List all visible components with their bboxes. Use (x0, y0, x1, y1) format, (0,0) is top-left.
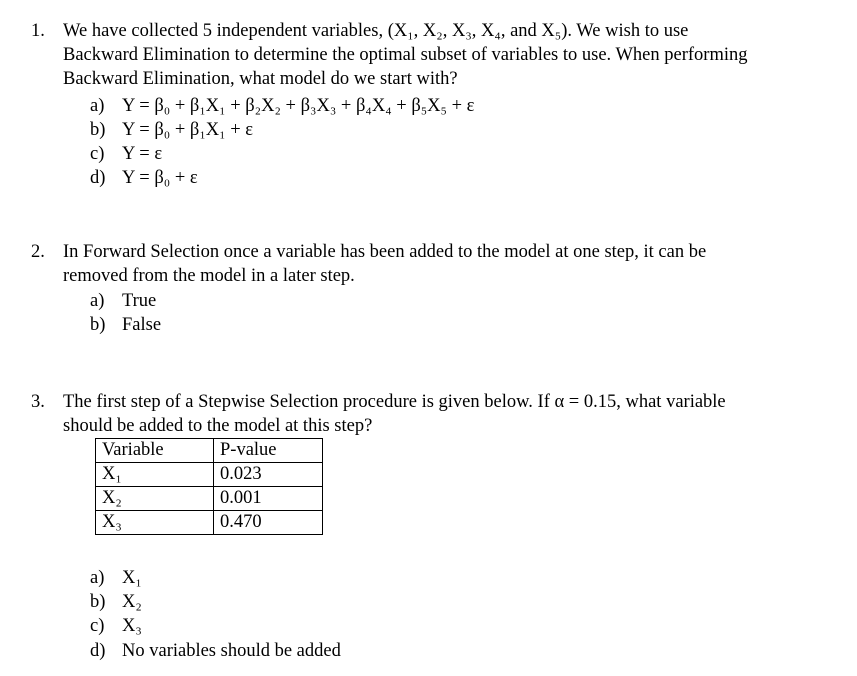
option-letter: b) (90, 120, 106, 140)
table-header-cell: Variable (96, 439, 214, 463)
table-row (96, 511, 323, 535)
question-text-line: removed from the model in a later step. (63, 266, 355, 286)
answer-option-c[interactable] (90, 142, 162, 166)
table-cell-variable: X₂ (96, 487, 214, 511)
table-cell-variable: X₁ (96, 463, 214, 487)
option-letter: c) (90, 144, 105, 164)
option-text: X₃ (122, 616, 142, 636)
table-cell-p-value: 0.023 (214, 463, 323, 487)
answer-option-a[interactable] (90, 289, 156, 313)
question-text-line: Backward Elimination to determine the optimal subset of variables to use. When performing (63, 45, 748, 65)
question-text-line: Backward Elimination, what model do we start with? (63, 69, 458, 89)
option-text: Y = β₀ + β₁X₁ + ε (122, 120, 254, 140)
answer-option-a[interactable] (90, 94, 474, 118)
table-row (96, 487, 323, 511)
answer-option-b[interactable] (90, 118, 253, 142)
question-text-line: In Forward Selection once a variable has been added to the model at one step, it can be (63, 242, 707, 262)
table-header-row (96, 439, 323, 463)
p-value-table (95, 438, 323, 535)
option-text: False (122, 315, 162, 335)
table-header-cell: P-value (214, 439, 323, 463)
table-row (96, 463, 323, 487)
question-text-line: The first step of a Stepwise Selection procedure is given below. If α = 0.15, what variable (63, 392, 726, 412)
table-cell-p-value: 0.001 (214, 487, 323, 511)
question-number: 2. (31, 242, 45, 262)
answer-option-b[interactable] (90, 313, 161, 337)
answer-option-d[interactable] (90, 166, 198, 190)
option-letter: b) (90, 592, 106, 612)
option-letter: d) (90, 168, 106, 188)
question-text-line: should be added to the model at this step? (63, 416, 373, 436)
option-text: Y = ε (122, 144, 163, 164)
option-text: X₁ (122, 568, 142, 588)
option-letter: c) (90, 616, 105, 636)
option-text: No variables should be added (122, 641, 341, 661)
option-text: Y = β₀ + β₁X₁ + β₂X₂ + β₃X₃ + β₄X₄ + β₅X₅ + ε (122, 96, 475, 116)
option-text: X₂ (122, 592, 142, 612)
question-number: 1. (31, 21, 45, 41)
option-letter: a) (90, 96, 105, 116)
option-letter: a) (90, 568, 105, 588)
question-text-line: We have collected 5 independent variables, (X₁, X₂, X₃, X₄, and X₅). We wish to use (63, 21, 689, 41)
option-text: Y = β₀ + ε (122, 168, 198, 188)
answer-option-d[interactable] (90, 639, 341, 663)
option-text: True (122, 291, 157, 311)
answer-option-c[interactable] (90, 614, 142, 638)
table-cell-p-value: 0.470 (214, 511, 323, 535)
answer-option-b[interactable] (90, 590, 142, 614)
option-letter: a) (90, 291, 105, 311)
option-letter: b) (90, 315, 106, 335)
option-letter: d) (90, 641, 106, 661)
question-number: 3. (31, 392, 45, 412)
answer-option-a[interactable] (90, 566, 142, 590)
table-cell-variable: X₃ (96, 511, 214, 535)
